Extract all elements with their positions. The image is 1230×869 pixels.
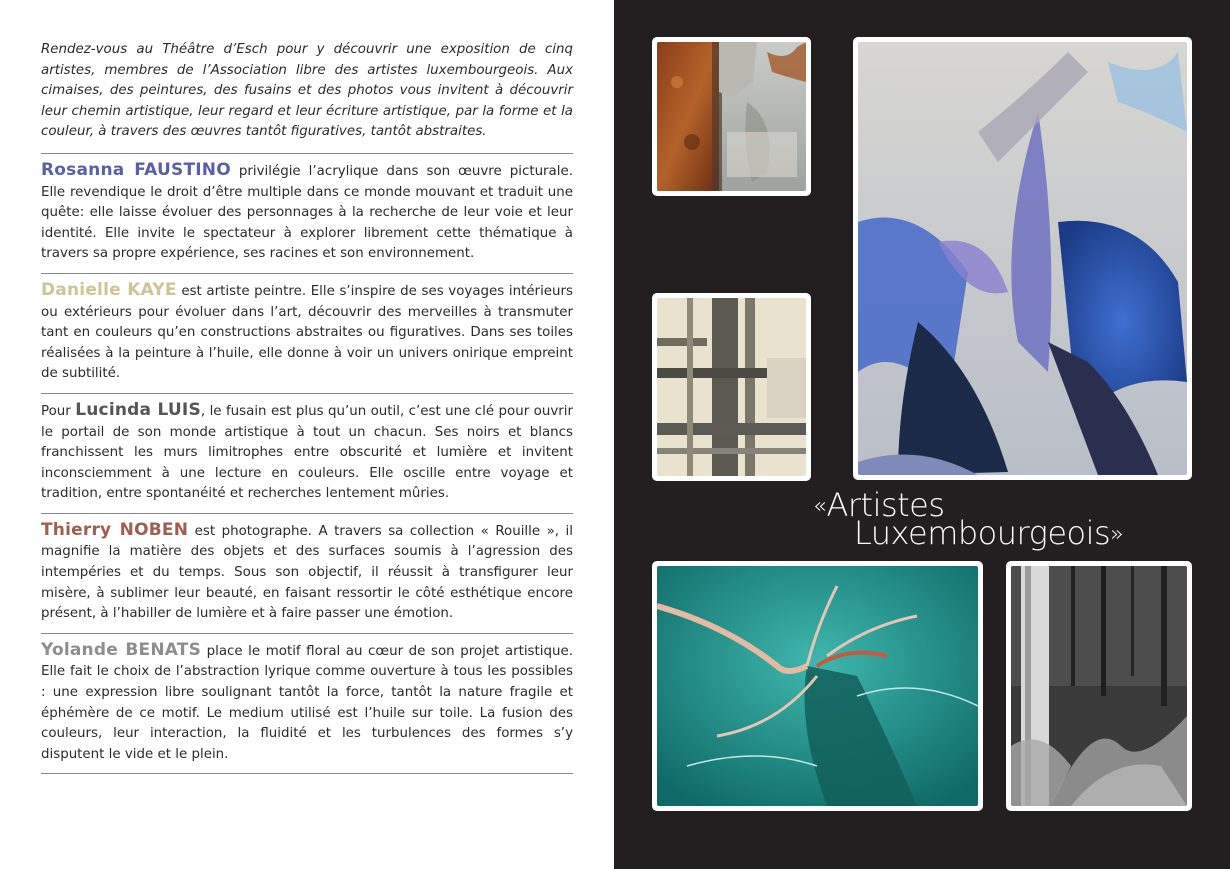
text-column <box>41 40 573 774</box>
artist-name: Thierry NOBEN <box>41 519 189 540</box>
artist-bio <box>41 154 573 273</box>
artist-bio <box>41 274 573 393</box>
exhibition-title-line1: «Artistes <box>813 486 945 524</box>
artwork-turquoise-figure <box>652 561 983 811</box>
artist-bio <box>41 634 573 774</box>
artist-bio <box>41 394 573 513</box>
floral-abstract-image <box>858 42 1187 475</box>
artist-bios <box>41 153 573 774</box>
rust-photo-image <box>657 42 806 191</box>
bio-text: est artiste peintre. Elle s’inspire de ses voyages intérieurs ou extérieurs pour évoluer dans l’art, découvrir des merveilles à transmuter tant en couleurs qu’en constructions abstraites ou figuratives. Dans ses toiles réalisées à la peinture à l’huile, elle donne à voir un univers onirique empreint de subtilité. <box>41 283 573 382</box>
artwork-rust-photo <box>652 37 811 196</box>
artist-bio <box>41 514 573 633</box>
artwork-floral-abstract <box>853 37 1192 480</box>
wood-structure-image <box>657 298 806 476</box>
bio-text: est photographe. A travers sa collection « Rouille », il magnifie la matière des objets et des surfaces soumis à l’agression des intempéries et du temps. Sous son objectif, il réussit à transfigurer leur misère, à sublimer leur beauté, en faisant ressortir le côté esthétique encore présent, à l’habiller de lumière et à faire passer une émotion. <box>41 523 574 622</box>
forest-charcoal-image <box>1011 566 1187 806</box>
artist-name: Yolande BENATS <box>41 639 202 660</box>
bio-text: privilégie l’acrylique dans son œuvre picturale. Elle revendique le droit d’être multiple dans ce monde mouvant et traduit une quête: elle laisse évoluer des personnages à la recherche de leur voie et leur identité. Elle invite le spectateur à explorer librement cette thématique à travers sa propre expérience, ses racines et son environnement. <box>41 163 573 262</box>
artist-name: Rosanna FAUSTINO <box>41 159 231 180</box>
text-page <box>0 0 614 869</box>
artwork-forest-charcoal <box>1006 561 1192 811</box>
turquoise-figure-image <box>657 566 978 806</box>
divider <box>41 773 573 774</box>
image-page <box>614 0 1230 869</box>
exhibition-title-line2: Luxembourgeois» <box>854 514 1124 552</box>
bio-text: place le motif floral au cœur de son projet artistique. Elle fait le choix de l’abstraction lyrique comme ouverture à tous les possibles : une expression libre soulignant tantôt la force, tantôt la nature fragile et éphémère de ce motif. Le medium utilisé est l’huile sur toile. La fusion des couleurs, leur interaction, la fluidité et les turbulences des formes s’y disputent le vide et le plein. <box>41 643 573 762</box>
bio-text: , le fusain est plus qu’un outil, c’est une clé pour ouvrir le portail de son monde artistique à tout un chacun. Ses noirs et blancs franchissent les murs limitrophes entre obscurité et lumière et invitent inconsciemment à une lecture en couleurs. Elle oscille entre voyage et tradition, entre spontanéité et recherches lentement mûries. <box>41 403 573 502</box>
intro-paragraph: Rendez-vous au Théâtre d’Esch pour y découvrir une exposition de cinq artistes, membres de l’Association libre des artistes luxembourgeois. Aux cimaises, des peintures, des fusains et des photos vous invitent à découvrir leur chemin artistique, leur regard et leur écriture artistique, par la forme et la couleur, à travers des œuvres tantôt figuratives, tantôt abstraites. <box>41 42 573 140</box>
artist-name: Danielle KAYE <box>41 279 177 300</box>
artwork-wood-structure <box>652 293 811 481</box>
bio-prefix: Pour <box>41 403 76 419</box>
artist-name: Lucinda LUIS <box>75 399 201 420</box>
